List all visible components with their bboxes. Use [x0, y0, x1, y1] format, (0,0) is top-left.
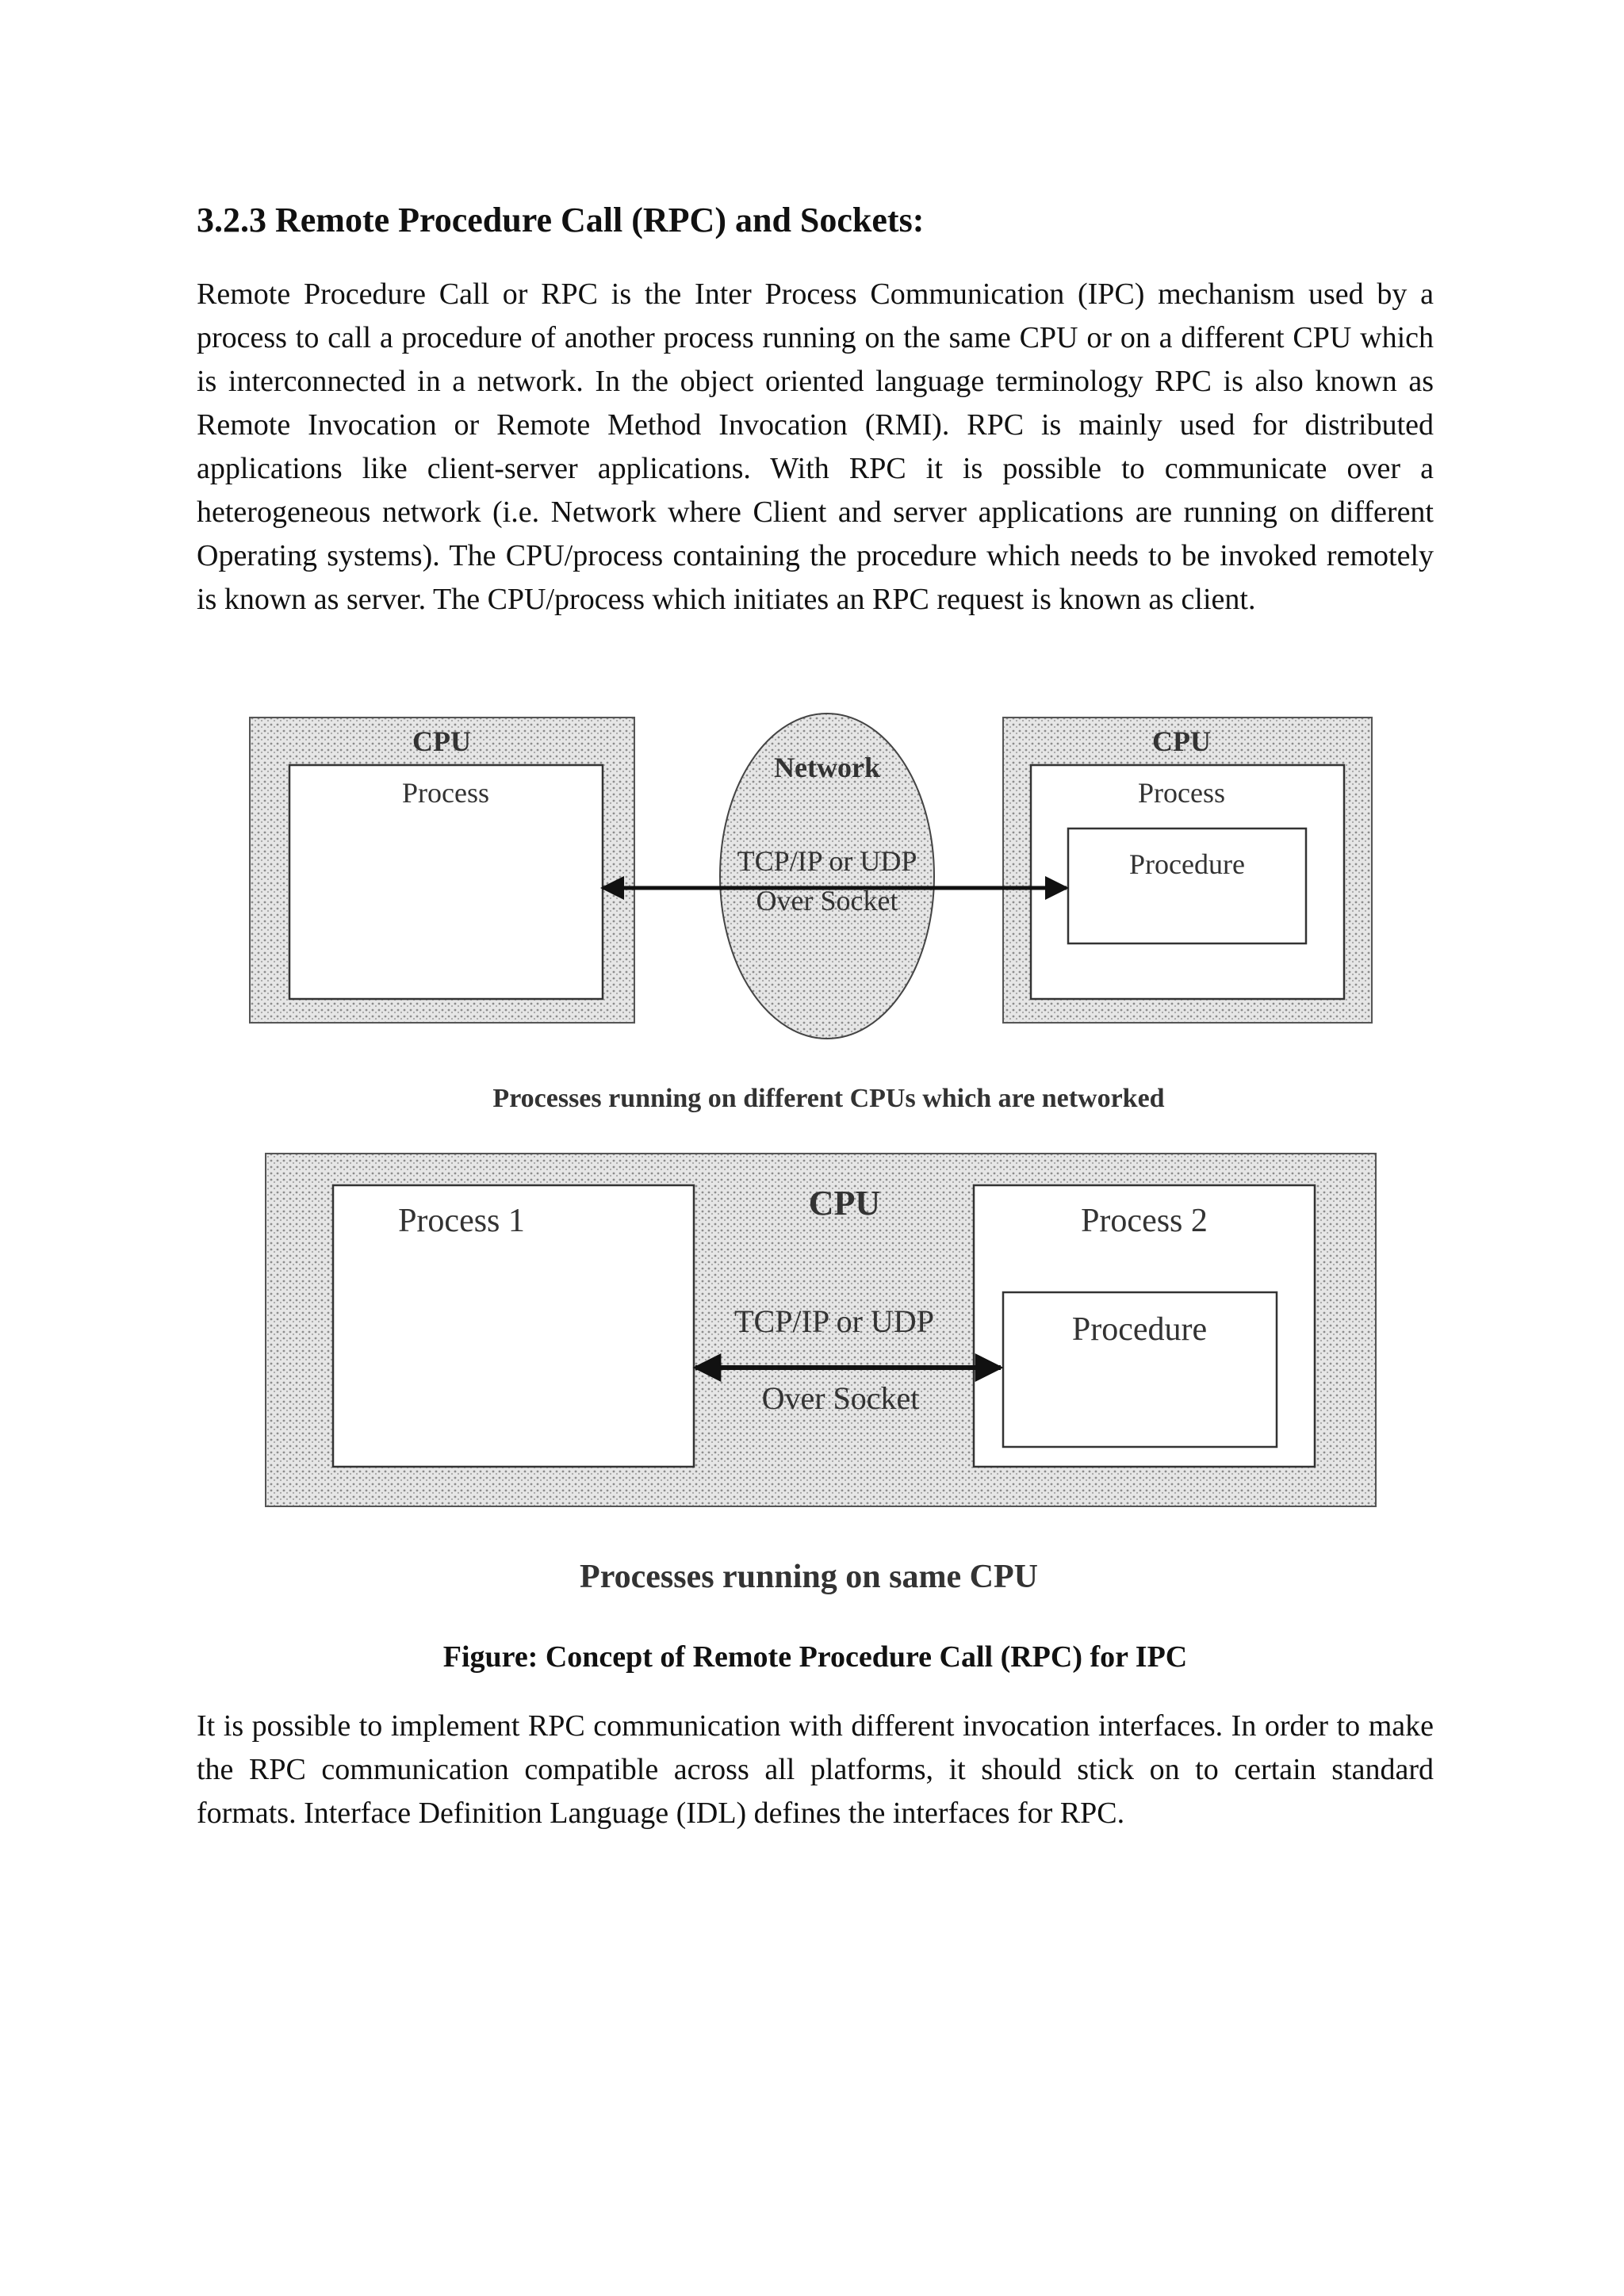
left-process-label: Process [402, 777, 489, 809]
figure-caption: Figure: Concept of Remote Procedure Call (RPC) for IPC [442, 1640, 1188, 1674]
shared-cpu-label: CPU [808, 1184, 881, 1223]
procedure-label: Procedure [1129, 848, 1245, 880]
closing-paragraph: It is possible to implement RPC communication with different invocation interfaces. In order to make the RPC communication compatible across all platforms, it should stick on to certain standard formats. Interface Definition Language (IDL) defines the interfaces for RPC. [197, 1709, 1434, 1830]
rpc-same-cpu-diagram [238, 1134, 1396, 1617]
right-process-label: Process [1138, 777, 1225, 809]
right-cpu-label: CPU [1152, 725, 1211, 757]
section-heading: 3.2.3 Remote Procedure Call (RPC) and Sockets: [197, 201, 925, 239]
left-cpu-label: CPU [412, 725, 471, 757]
rpc-network-diagram [238, 698, 1396, 1126]
process-1-label: Process 1 [398, 1203, 525, 1239]
network-label: Network [774, 752, 880, 783]
process-2-label: Process 2 [1081, 1203, 1208, 1239]
network-transport-label: Over Socket [756, 885, 898, 916]
same-cpu-protocol-label: TCP/IP or UDP [734, 1303, 934, 1339]
procedure-label-2: Procedure [1071, 1311, 1208, 1348]
procedure-box [1068, 828, 1306, 943]
network-protocol-label: TCP/IP or UDP [737, 845, 917, 877]
same-cpu-transport-label: Over Socket [761, 1380, 920, 1416]
intro-paragraph: Remote Procedure Call or RPC is the Inter Process Communication (IPC) mechanism used by a process to call a procedure of another process running on the same CPU or on a different CPU which is interconnected in a network. In the object oriented language terminology RPC is also known as Remote Invocation or Remote Method Invocation (RMI). RPC is mainly used for distributed applications like client-server applications. With RPC it is possible to communicate over a heterogeneous network (i.e. Network where Client and server applications are running on different Operating systems). The CPU/process containing the procedure which needs to be invoked remotely is known as server. The CPU/process which initiates an RPC request is known as client. [197, 277, 1434, 616]
diagram-1-caption: Processes running on different CPUs which are networked [492, 1084, 1165, 1113]
diagram-2-caption: Processes running on same CPU [580, 1559, 1038, 1595]
